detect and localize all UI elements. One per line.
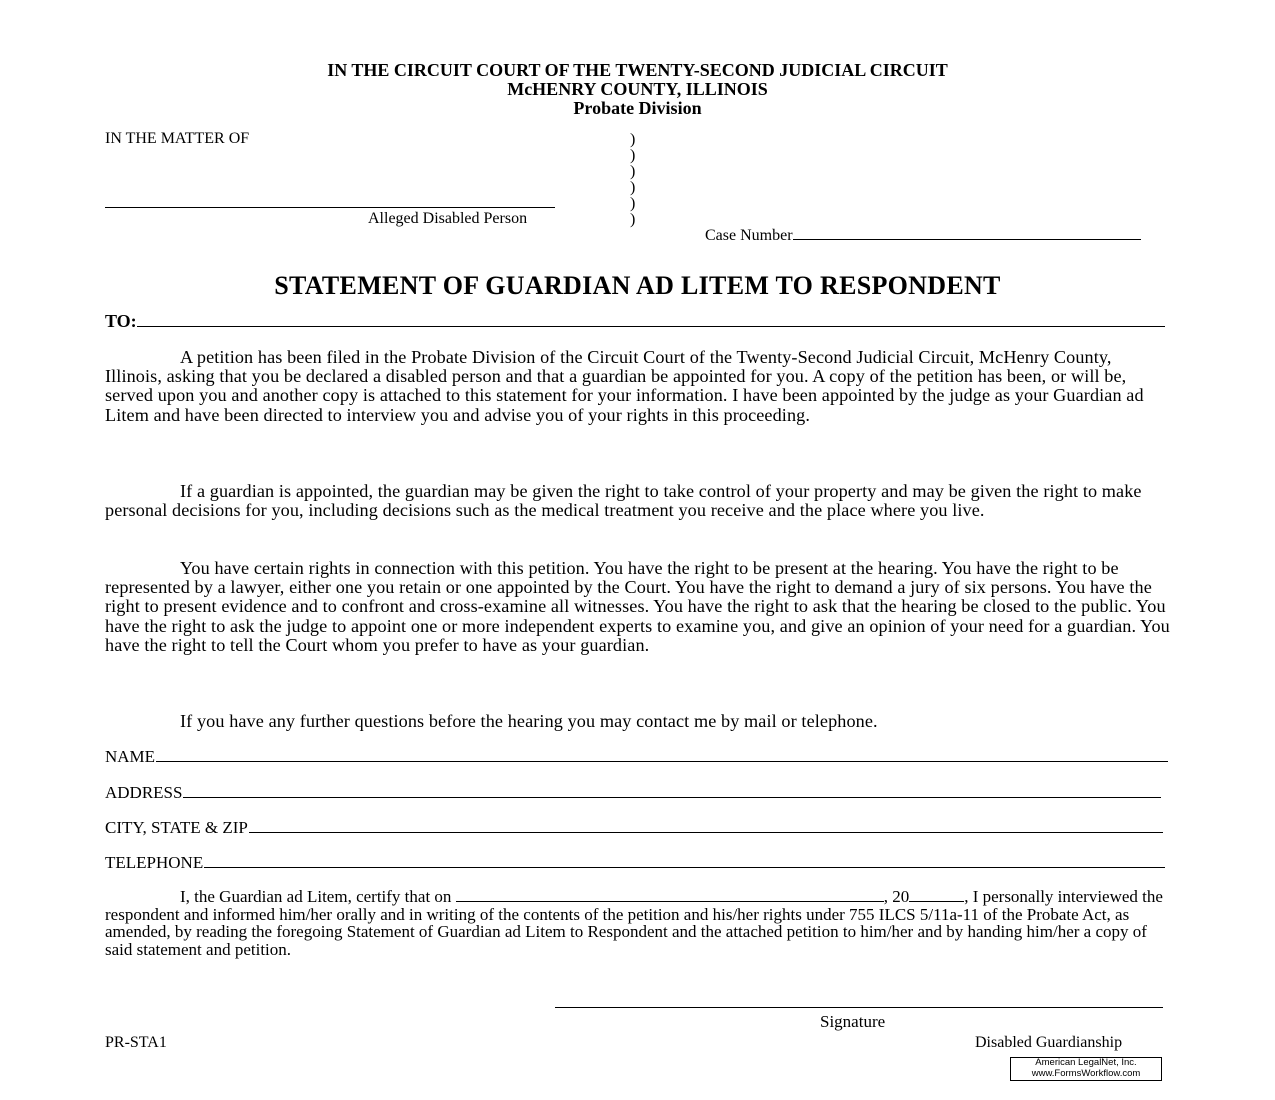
in-matter-of-label: IN THE MATTER OF <box>105 130 250 147</box>
signature-label: Signature <box>820 1012 886 1031</box>
paragraph-text: A petition has been filed in the Probate Division of the Circuit Court of the Twenty-Second Judicial Circuit, McHenry County, Illinois, asking that you be declared a disabled person and that a guardian be appointed for you. A copy of the petition has been, or will be, served upon you and another copy is attached to this statement for your information. I have been appointed by the judge as your Guardian ad Litem and have been directed to interview you and advise you of your rights in this proceeding. <box>105 347 1144 425</box>
caption-paren: ) <box>630 147 636 164</box>
certify-body: personally interviewed the respondent and informed him/her orally and in writing of the contents of the petition and his/her rights under 755 ILCS 5/11a-11 of the Probate Act, as amended, by reading the foregoing Statement of Guardian ad Litem to Respondent and the attached petition to him/her and by handing him/her a copy of said statement and petition. <box>105 887 1163 959</box>
to-line[interactable] <box>137 311 1165 327</box>
court-heading: IN THE CIRCUIT COURT OF THE TWENTY-SECOND JUDICIAL CIRCUIT <box>327 60 948 80</box>
alleged-disabled-person-label: Alleged Disabled Person <box>368 210 528 227</box>
address-label: ADDRESS <box>105 783 183 802</box>
name-line[interactable] <box>156 747 1168 762</box>
case-number-field <box>705 226 1141 245</box>
telephone-label: TELEPHONE <box>105 853 204 872</box>
telephone-field <box>105 853 1165 873</box>
caption-paren: ) <box>630 163 636 180</box>
certify-text-end: , I <box>964 887 979 906</box>
city-state-zip-label: CITY, STATE & ZIP <box>105 818 248 837</box>
address-field <box>105 783 1161 803</box>
certify-year-prefix: , 20 <box>883 887 910 906</box>
name-field <box>105 747 1168 767</box>
name-label: NAME <box>105 747 156 766</box>
paragraph-text: If you have any further questions before the hearing you may contact me by mail or telephone. <box>180 711 878 731</box>
paragraph-questions <box>105 712 1173 731</box>
division-heading: Probate Division <box>573 98 702 118</box>
to-label: TO: <box>105 311 137 331</box>
caption-paren: ) <box>630 195 636 212</box>
document-title: STATEMENT OF GUARDIAN AD LITEM TO RESPONDENT <box>274 271 1001 300</box>
paragraph-rights <box>105 559 1173 655</box>
city-state-zip-field <box>105 818 1163 838</box>
to-field <box>105 311 1165 332</box>
paragraph-text: You have certain rights in connection with this petition. You have the right to be present at the hearing. You have the right to be represented by a lawyer, either one you retain or one appointed by the Court. You have the right to demand a jury of six persons. You have the right to present evidence and to confront and cross-examine all witnesses. You have the right to ask that the hearing be closed to the public. You have the right to ask the judge to appoint one or more independent experts to examine you, and give an opinion of your need for a guardian. You have the right to tell the Court whom you prefer to have as your guardian. <box>105 558 1170 655</box>
paragraph-guardian-powers <box>105 482 1173 520</box>
logo-line-1: American LegalNet, Inc. <box>1035 1057 1137 1068</box>
telephone-line[interactable] <box>204 853 1165 868</box>
certification-paragraph <box>105 888 1170 958</box>
certify-text: I, the Guardian ad Litem, certify that on <box>180 887 452 906</box>
paragraph-text: If a guardian is appointed, the guardian may be given the right to take control of your property and may be given the right to make personal decisions for you, including decisions such as the medical treatment you receive and the place where you live. <box>105 481 1142 521</box>
address-line[interactable] <box>183 783 1161 798</box>
certify-date-line[interactable] <box>456 889 884 902</box>
respondent-name-line[interactable] <box>105 193 555 208</box>
city-state-zip-line[interactable] <box>249 818 1163 833</box>
certify-year-line[interactable] <box>909 889 964 902</box>
logo-line-2: www.FormsWorkflow.com <box>1031 1067 1141 1079</box>
caption-paren: ) <box>630 211 636 228</box>
form-code: PR-STA1 <box>105 1034 167 1051</box>
case-number-label: Case Number <box>705 227 793 244</box>
paragraph-petition-filed <box>105 348 1173 425</box>
caption-paren: ) <box>630 179 636 196</box>
county-heading: McHENRY COUNTY, ILLINOIS <box>507 79 768 99</box>
american-legalnet-logo <box>1010 1057 1162 1081</box>
form-category: Disabled Guardianship <box>975 1034 1123 1051</box>
case-number-line[interactable] <box>793 226 1141 240</box>
caption-paren: ) <box>630 131 636 148</box>
signature-line[interactable] <box>555 995 1163 1008</box>
